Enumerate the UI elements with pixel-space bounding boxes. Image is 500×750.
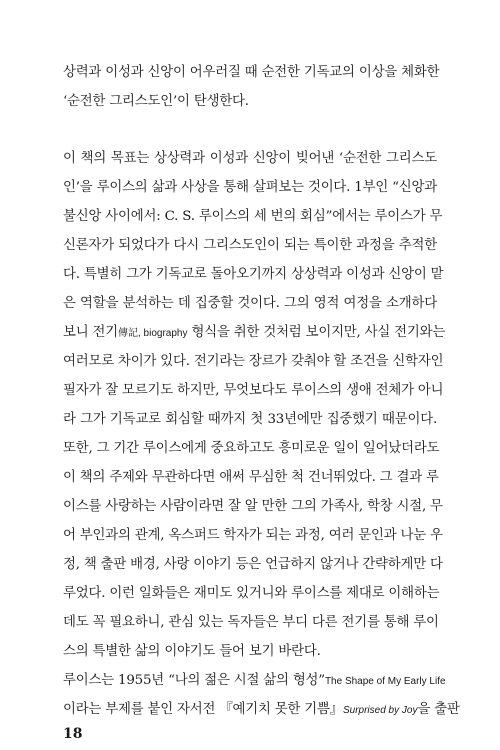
gloss-annotation: Surprised by Joy	[342, 705, 418, 716]
text-line: 상력과 이성과 신앙이 어우러질 때 순전한 기독교의 이상을 체화한	[63, 65, 440, 80]
text-line	[63, 672, 446, 691]
text-line	[63, 324, 446, 343]
text-line: 여러모로 차이가 있다. 전기라는 장르가 갖춰야 할 조건을 신학자인	[63, 354, 444, 369]
gloss-annotation: 傳記, biography	[118, 328, 188, 339]
text-line: 이스를 사랑하는 사람이라면 잘 알 만한 그의 가족사, 학창 시절, 무	[63, 499, 443, 514]
line-text: 형식을 취한 것처럼 보이지만, 사실 전기와는	[187, 325, 446, 340]
gloss-annotation: The Shape of My Early Life	[324, 676, 446, 687]
line-text: 루이스는 1955년 “나의 젊은 시절 삶의 형성”	[63, 673, 325, 688]
text-line: 은 역할을 분석하는 데 집중할 것이다. 그의 영적 여정을 소개하다	[63, 296, 437, 311]
line-text: 이라는 부제를 붙인 자서전 『예기치 못한 기쁨』	[63, 702, 343, 717]
text-line: 루었다. 이런 일화들은 재미도 있거니와 루이스를 제대로 이해하는	[63, 586, 440, 601]
text-line: 필자가 잘 모르기도 하지만, 무엇보다도 루이스의 생애 전체가 아니	[63, 383, 444, 398]
text-line: 어 부인과의 관계, 옥스퍼드 학자가 되는 과정, 여러 문인과 나눈 우	[63, 528, 443, 543]
text-line: 또한, 그 기간 루이스에게 중요하고도 흥미로운 일이 일어났더라도	[63, 441, 440, 456]
text-line: 이 책의 주제와 무관하다면 애써 무심한 척 건너뛰었다. 그 결과 루	[63, 470, 439, 485]
text-line: 데도 꼭 필요하니, 관심 있는 독자들은 부디 다른 전기를 통해 루이	[63, 615, 439, 630]
line-text: 을 출판	[417, 702, 460, 717]
text-line: 다. 특별히 그가 기독교로 돌아오기까지 상상력과 이성과 신앙이 맡	[63, 267, 444, 282]
line-text: 보니 전기	[63, 325, 118, 340]
text-line: 정, 책 출판 배경, 사랑 이야기 등은 언급하지 않거나 간략하게만 다	[63, 557, 443, 572]
text-line: ‘순전한 그리스도인’이 탄생한다.	[63, 94, 249, 109]
text-line: 인’을 루이스의 삶과 사상을 통해 살펴보는 것이다. 1부인 “신앙과	[63, 180, 437, 195]
text-line: 이 책의 목표는 상상력과 이성과 신앙이 빚어낸 ‘순전한 그리스도	[63, 151, 437, 166]
text-line: 라 그가 기독교로 회심할 때까지 첫 33년에만 집중했기 때문이다.	[63, 412, 437, 427]
text-line	[63, 701, 460, 720]
page-number: 18	[63, 726, 83, 742]
text-line: 스의 특별한 삶의 이야기도 들어 보기 바란다.	[63, 644, 321, 659]
text-line: 불신앙 사이에서: C. S. 루이스의 세 번의 회심”에서는 루이스가 무	[63, 209, 443, 224]
text-line: 신론자가 되었다가 다시 그리스도인이 되는 특이한 과정을 추적한	[63, 238, 437, 253]
